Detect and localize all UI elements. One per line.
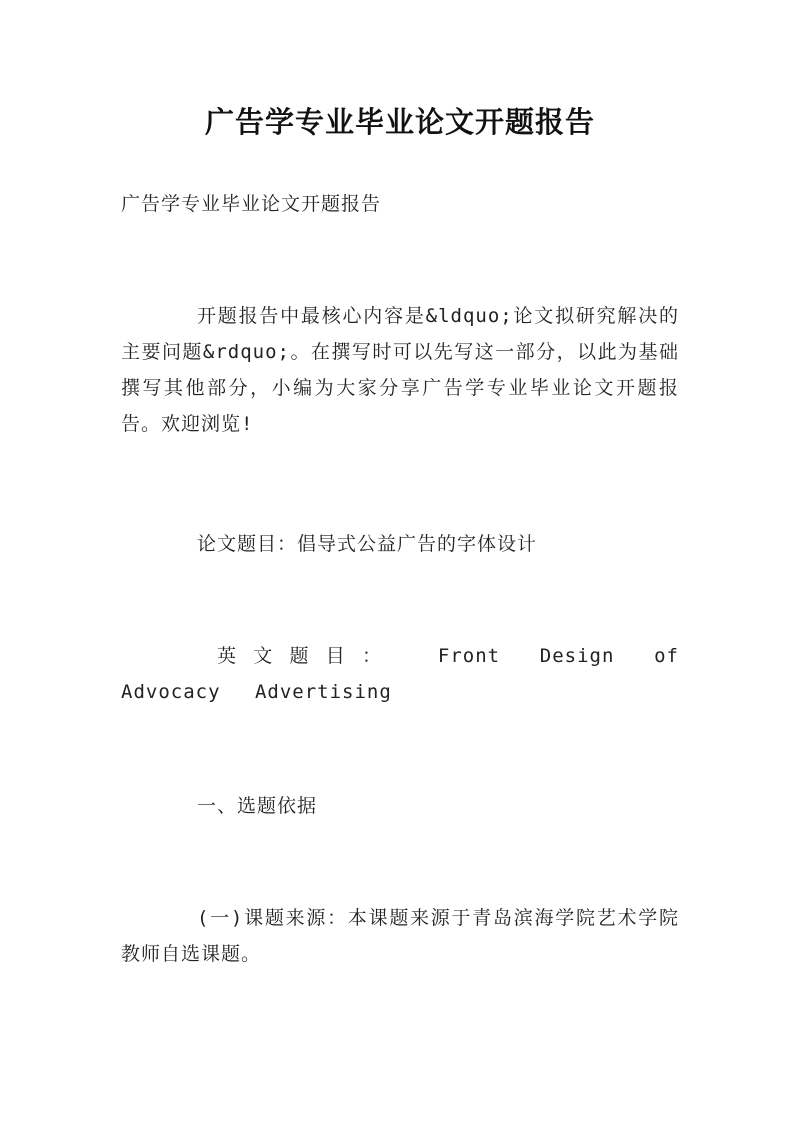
english-title-text: Front Design of Advocacy Advertising xyxy=(121,645,679,703)
section-heading: 一、选题依据 xyxy=(197,795,318,817)
english-title-label: 英文题目： xyxy=(217,645,399,667)
document-subtitle: 广告学专业毕业论文开题报告 xyxy=(121,193,382,215)
intro-paragraph: 开题报告中最核心内容是&ldquo;论文拟研究解决的主要问题&rdquo;。在撰写时可以先写这一部分，以此为基础撰写其他部分，小编为大家分享广告学专业毕业论文开题报告。欢迎浏览! xyxy=(121,305,679,435)
document-title: 广告学专业毕业论文开题报告 xyxy=(204,105,595,139)
topic-source-paragraph: (一)课题来源：本课题来源于青岛滨海学院艺术学院教师自选课题。 xyxy=(121,907,679,965)
thesis-topic: 论文题目：倡导式公益广告的字体设计 xyxy=(197,533,538,555)
english-title-paragraph xyxy=(121,638,679,710)
